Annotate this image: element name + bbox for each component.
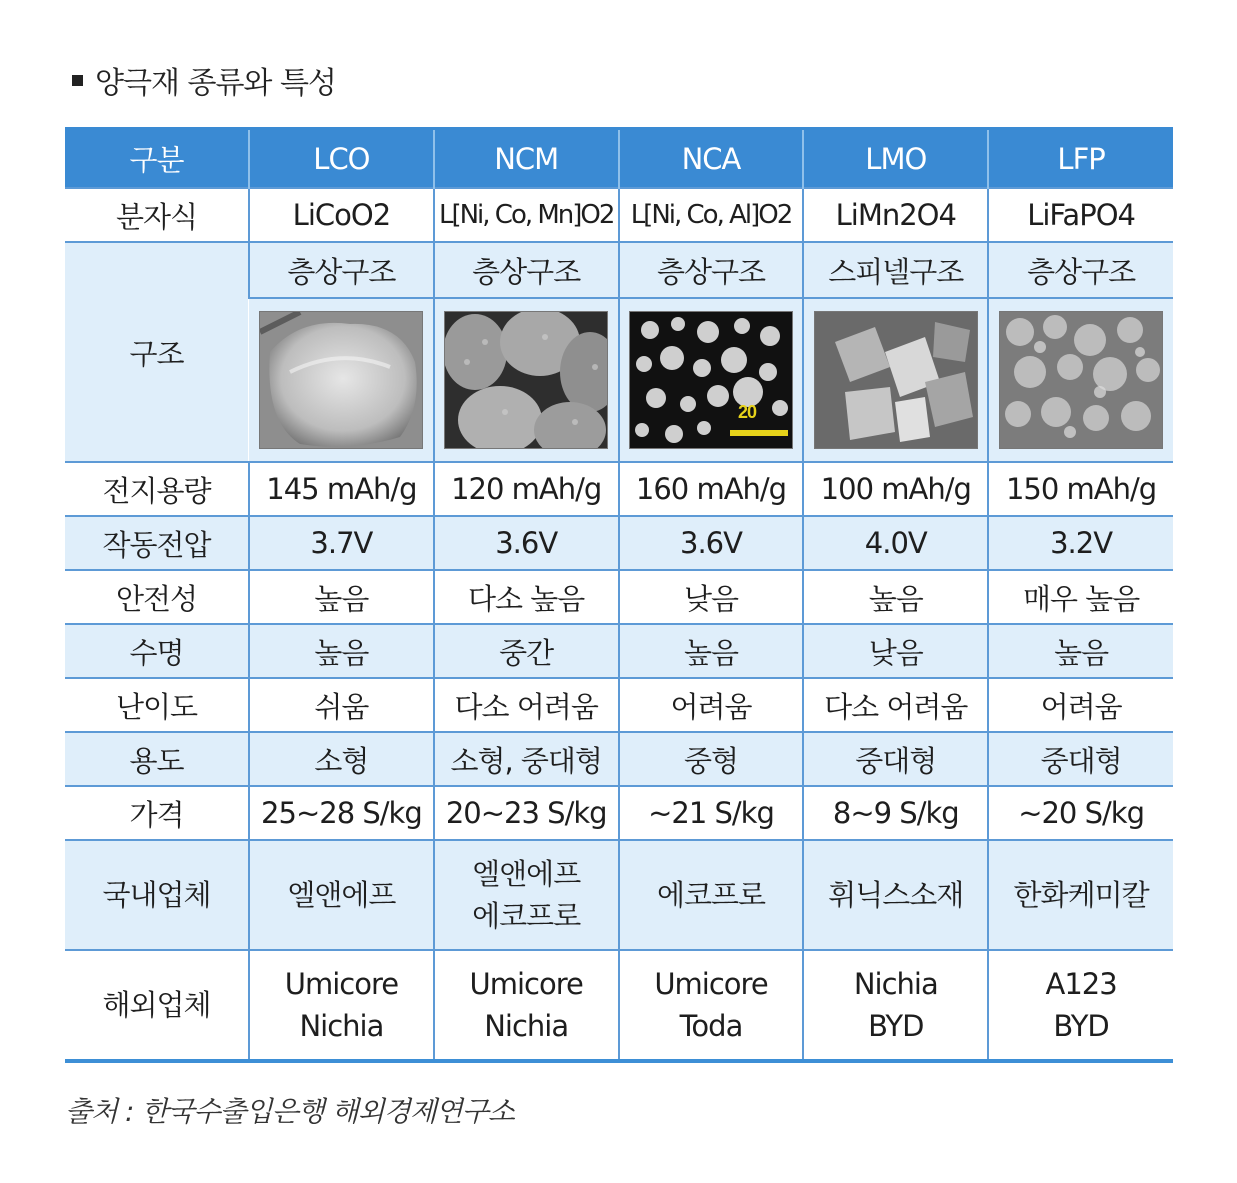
header-cell: 구분 bbox=[65, 129, 249, 189]
image-cell bbox=[434, 298, 619, 462]
table-row-voltage bbox=[65, 516, 1173, 570]
row-label: 가격 bbox=[65, 786, 249, 840]
table-cell: 120 mAh/g bbox=[434, 462, 619, 516]
table-cell: 소형 bbox=[249, 732, 434, 786]
table-cell bbox=[988, 840, 1173, 950]
header-cell: NCA bbox=[619, 129, 804, 189]
table-row-life bbox=[65, 624, 1173, 678]
image-cell bbox=[988, 298, 1173, 462]
table-row-overseas bbox=[65, 950, 1173, 1061]
table-cell: 중대형 bbox=[803, 732, 988, 786]
table-cell: 높음 bbox=[988, 624, 1173, 678]
nca-sem-image bbox=[629, 311, 793, 449]
table-cell bbox=[988, 950, 1173, 1061]
company-name: 엘앤에프 bbox=[472, 857, 581, 891]
company-name: 한화케미칼 bbox=[1013, 878, 1149, 912]
table-cell: LiFaPO4 bbox=[988, 188, 1173, 242]
table-cell: L[Ni, Co, Al]O2 bbox=[619, 188, 804, 242]
table-cell: L[Ni, Co, Mn]O2 bbox=[434, 188, 619, 242]
table-cell: 160 mAh/g bbox=[619, 462, 804, 516]
company-name: 휘닉스소재 bbox=[828, 878, 964, 912]
table-cell: 3.7V bbox=[249, 516, 434, 570]
row-label: 분자식 bbox=[65, 188, 249, 242]
table-cell: 높음 bbox=[619, 624, 804, 678]
table-cell: 150 mAh/g bbox=[988, 462, 1173, 516]
company-name: A123 bbox=[1045, 967, 1117, 1001]
scale-bar-label: 20 bbox=[737, 402, 757, 422]
table-row-structure bbox=[65, 242, 1173, 298]
company-name: Nichia bbox=[484, 1009, 569, 1043]
company-name: BYD bbox=[1053, 1009, 1109, 1043]
row-label: 해외업체 bbox=[65, 950, 249, 1061]
table-cell: 3.6V bbox=[619, 516, 804, 570]
table-cell bbox=[619, 840, 804, 950]
table-cell: 어려움 bbox=[988, 678, 1173, 732]
company-name: Nichia bbox=[853, 967, 938, 1001]
table-cell: 중형 bbox=[619, 732, 804, 786]
table-cell: 8~9 S/kg bbox=[803, 786, 988, 840]
row-label: 난이도 bbox=[65, 678, 249, 732]
company-name: Nichia bbox=[299, 1009, 384, 1043]
lfp-sem-image bbox=[999, 311, 1163, 449]
table-cell bbox=[619, 950, 804, 1061]
table-cell: 145 mAh/g bbox=[249, 462, 434, 516]
ncm-sem-image bbox=[444, 311, 608, 449]
row-label: 안전성 bbox=[65, 570, 249, 624]
image-cell bbox=[249, 298, 434, 462]
table-cell: 층상구조 bbox=[434, 242, 619, 298]
table-row-price bbox=[65, 786, 1173, 840]
source-caption: 출처 : 한국수출입은행 해외경제연구소 bbox=[65, 1095, 514, 1128]
table-cell: ~20 S/kg bbox=[988, 786, 1173, 840]
table-cell: 높음 bbox=[249, 624, 434, 678]
table-cell: 다소 어려움 bbox=[434, 678, 619, 732]
table-cell: 100 mAh/g bbox=[803, 462, 988, 516]
header-cell: LMO bbox=[803, 129, 988, 189]
table-header-row bbox=[65, 129, 1173, 189]
table-cell: 낮음 bbox=[619, 570, 804, 624]
row-label: 국내업체 bbox=[65, 840, 249, 950]
table-row-formula bbox=[65, 188, 1173, 242]
table-cell: 20~23 S/kg bbox=[434, 786, 619, 840]
image-cell bbox=[619, 298, 804, 462]
table-cell: 스피넬구조 bbox=[803, 242, 988, 298]
lco-sem-image bbox=[259, 311, 423, 449]
header-cell: LFP bbox=[988, 129, 1173, 189]
image-cell bbox=[803, 298, 988, 462]
table-cell: LiMn2O4 bbox=[803, 188, 988, 242]
table-cell bbox=[803, 840, 988, 950]
company-name: 엘앤에프 bbox=[287, 878, 396, 912]
row-label: 수명 bbox=[65, 624, 249, 678]
table-cell bbox=[249, 950, 434, 1061]
table-cell: LiCoO2 bbox=[249, 188, 434, 242]
table-cell: 높음 bbox=[249, 570, 434, 624]
table-row-usage bbox=[65, 732, 1173, 786]
table-cell bbox=[249, 840, 434, 950]
table-cell: 층상구조 bbox=[249, 242, 434, 298]
table-row-safety bbox=[65, 570, 1173, 624]
table-cell: 3.2V bbox=[988, 516, 1173, 570]
company-name: Umicore bbox=[654, 967, 768, 1001]
table-cell: 중대형 bbox=[988, 732, 1173, 786]
lmo-sem-image bbox=[814, 311, 978, 449]
table-cell: 3.6V bbox=[434, 516, 619, 570]
row-label: 용도 bbox=[65, 732, 249, 786]
company-name: 에코프로 bbox=[472, 899, 581, 933]
company-name: Toda bbox=[679, 1009, 743, 1043]
table-cell: 소형, 중대형 bbox=[434, 732, 619, 786]
table-cell bbox=[434, 950, 619, 1061]
table-row-capacity bbox=[65, 462, 1173, 516]
document-title bbox=[72, 58, 336, 102]
title-text: 양극재 종류와 특성 bbox=[95, 66, 336, 101]
header-cell: NCM bbox=[434, 129, 619, 189]
table-row-difficulty bbox=[65, 678, 1173, 732]
table-cell: 쉬움 bbox=[249, 678, 434, 732]
company-name: Umicore bbox=[469, 967, 583, 1001]
table-cell: ~21 S/kg bbox=[619, 786, 804, 840]
table-cell bbox=[803, 950, 988, 1061]
table-cell: 중간 bbox=[434, 624, 619, 678]
table-cell bbox=[434, 840, 619, 950]
table-cell: 어려움 bbox=[619, 678, 804, 732]
cathode-comparison-table bbox=[65, 127, 1173, 1063]
table-cell: 낮음 bbox=[803, 624, 988, 678]
header-cell: LCO bbox=[249, 129, 434, 189]
row-label: 구조 bbox=[65, 242, 249, 462]
table-cell: 4.0V bbox=[803, 516, 988, 570]
table-cell: 높음 bbox=[803, 570, 988, 624]
table-cell: 다소 어려움 bbox=[803, 678, 988, 732]
company-name: BYD bbox=[868, 1009, 924, 1043]
table-cell: 매우 높음 bbox=[988, 570, 1173, 624]
square-bullet-icon bbox=[72, 75, 83, 86]
company-name: Umicore bbox=[284, 967, 399, 1001]
table-row-domestic bbox=[65, 840, 1173, 950]
table-cell: 다소 높음 bbox=[434, 570, 619, 624]
company-name: 에코프로 bbox=[656, 878, 766, 912]
row-label: 전지용량 bbox=[65, 462, 249, 516]
table-cell: 25~28 S/kg bbox=[249, 786, 434, 840]
table-cell: 층상구조 bbox=[619, 242, 804, 298]
row-label: 작동전압 bbox=[65, 516, 249, 570]
table-cell: 층상구조 bbox=[988, 242, 1173, 298]
